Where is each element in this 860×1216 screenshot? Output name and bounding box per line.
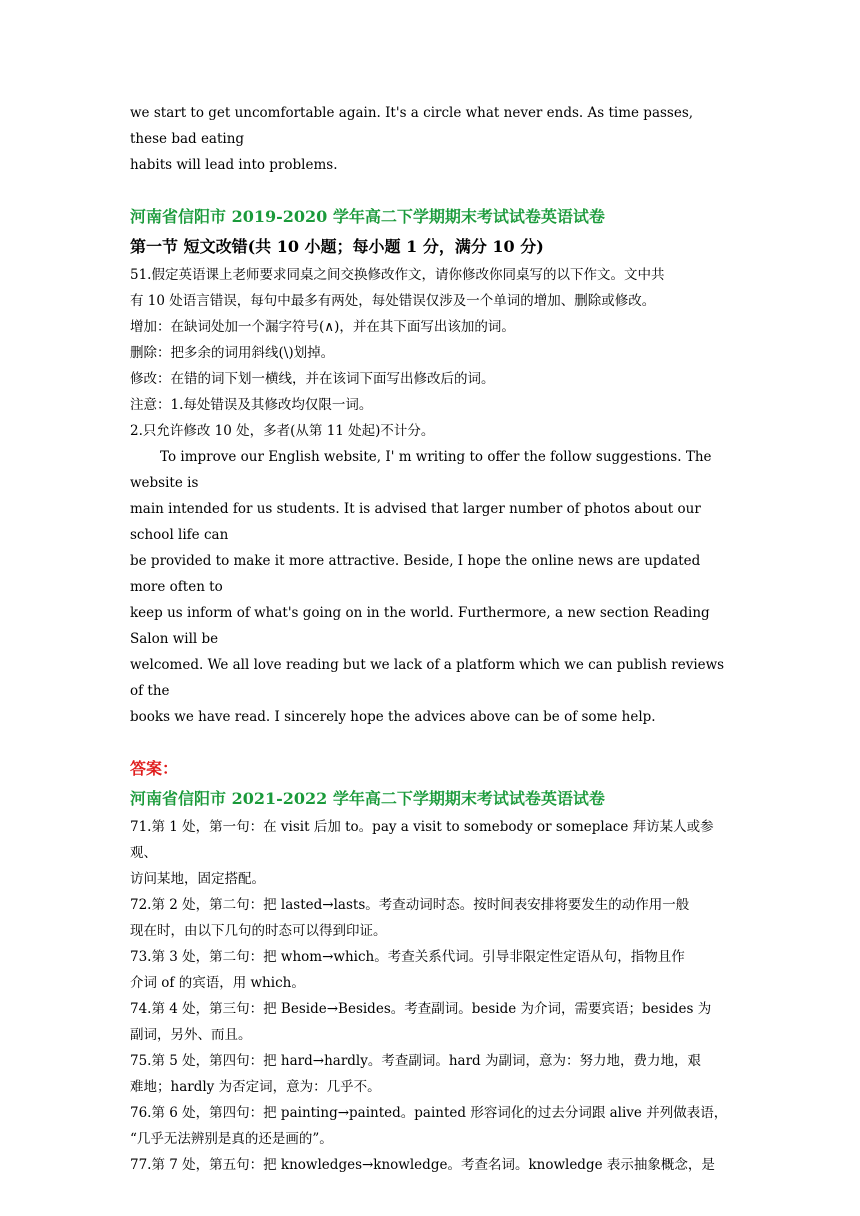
instruction-line: 2.只允许修改 10 处，多者(从第 11 处起)不计分。 [130,423,435,439]
intro-line: habits will lead into problems. [130,157,338,173]
section2-title: 河南省信阳市 2021-2022 学年高二下学期期末考试试卷英语试卷 [130,789,605,808]
answer-line: 72.第 2 处，第二句：把 lasted→lasts。考查动词时态。按时间表安排将要发生的动作用一般 [130,897,690,913]
section1-title: 河南省信阳市 2019-2020 学年高二下学期期末考试试卷英语试卷 [130,207,605,226]
instructions-block [130,262,730,444]
instruction-line: 修改：在错的词下划一横线，并在该词下面写出修改后的词。 [130,371,495,387]
passage-line: main intended for us students. It is advised that larger number of photos about our school life can [130,501,701,543]
answer-line: 76.第 6 处，第四句：把 painting→painted。painted 形容词化的过去分词跟 alive 并列做表语， [130,1105,728,1121]
intro-line: we start to get uncomfortable again. It's a circle what never ends. As time passes, these bad eating [130,105,694,147]
instruction-line: 注意：1.每处错误及其修改均仅限一词。 [130,397,373,413]
answer-line: 难地；hardly 为否定词，意为：几乎不。 [130,1079,381,1095]
instruction-line: 51.假定英语课上老师要求同桌之间交换修改作文，请你修改你同桌写的以下作文。文中共 [130,267,665,283]
document-content [130,100,730,1178]
answers-label: 答案： [130,759,179,778]
passage-block [130,444,730,730]
answer-line: 73.第 3 处，第二句：把 whom→which。考查关系代词。引导非限定性定语从句，指物且作 [130,949,685,965]
answers-block [130,814,730,1178]
answer-line: 访问某地，固定搭配。 [130,871,265,887]
passage-line: be provided to make it more attractive. Beside, I hope the online news are updated more often to [130,553,701,595]
answer-line: 介词 of 的宾语，用 which。 [130,975,305,991]
instruction-line: 增加：在缺词处加一个漏字符号(∧)，并在其下面写出该加的词。 [130,319,515,335]
answer-line: “几乎无法辨别是真的还是画的”。 [130,1131,333,1147]
answer-line: 现在时，由以下几句的时态可以得到印证。 [130,923,387,939]
section1-subtitle: 第一节 短文改错(共 10 小题；每小题 1 分，满分 10 分) [130,237,544,256]
answer-line: 77.第 7 处，第五句：把 knowledges→knowledge。考查名词。knowledge 表示抽象概念，是 [130,1157,715,1173]
answer-line: 75.第 5 处，第四句：把 hard→hardly。考查副词。hard 为副词，意为：努力地，费力地，艰 [130,1053,701,1069]
passage-line: keep us inform of what's going on in the world. Furthermore, a new section Reading Salon will be [130,605,710,647]
passage-line: welcomed. We all love reading but we lack of a platform which we can publish reviews of the [130,657,725,699]
passage-line: books we have read. I sincerely hope the advices above can be of some help. [130,709,656,725]
answer-line: 71.第 1 处，第一句：在 visit 后加 to。pay a visit to somebody or someplace 拜访某人或参观、 [130,819,714,861]
answer-line: 74.第 4 处，第三句：把 Beside→Besides。考查副词。beside 为介词，需要宾语；besides 为 [130,1001,712,1017]
answer-line: 副词，另外、而且。 [130,1027,252,1043]
instruction-line: 有 10 处语言错误，每句中最多有两处，每处错误仅涉及一个单词的增加、删除或修改。 [130,293,656,309]
instruction-line: 删除：把多余的词用斜线(\)划掉。 [130,345,335,361]
passage-line: To improve our English website, I' m writing to offer the follow suggestions. The website is [130,449,712,491]
